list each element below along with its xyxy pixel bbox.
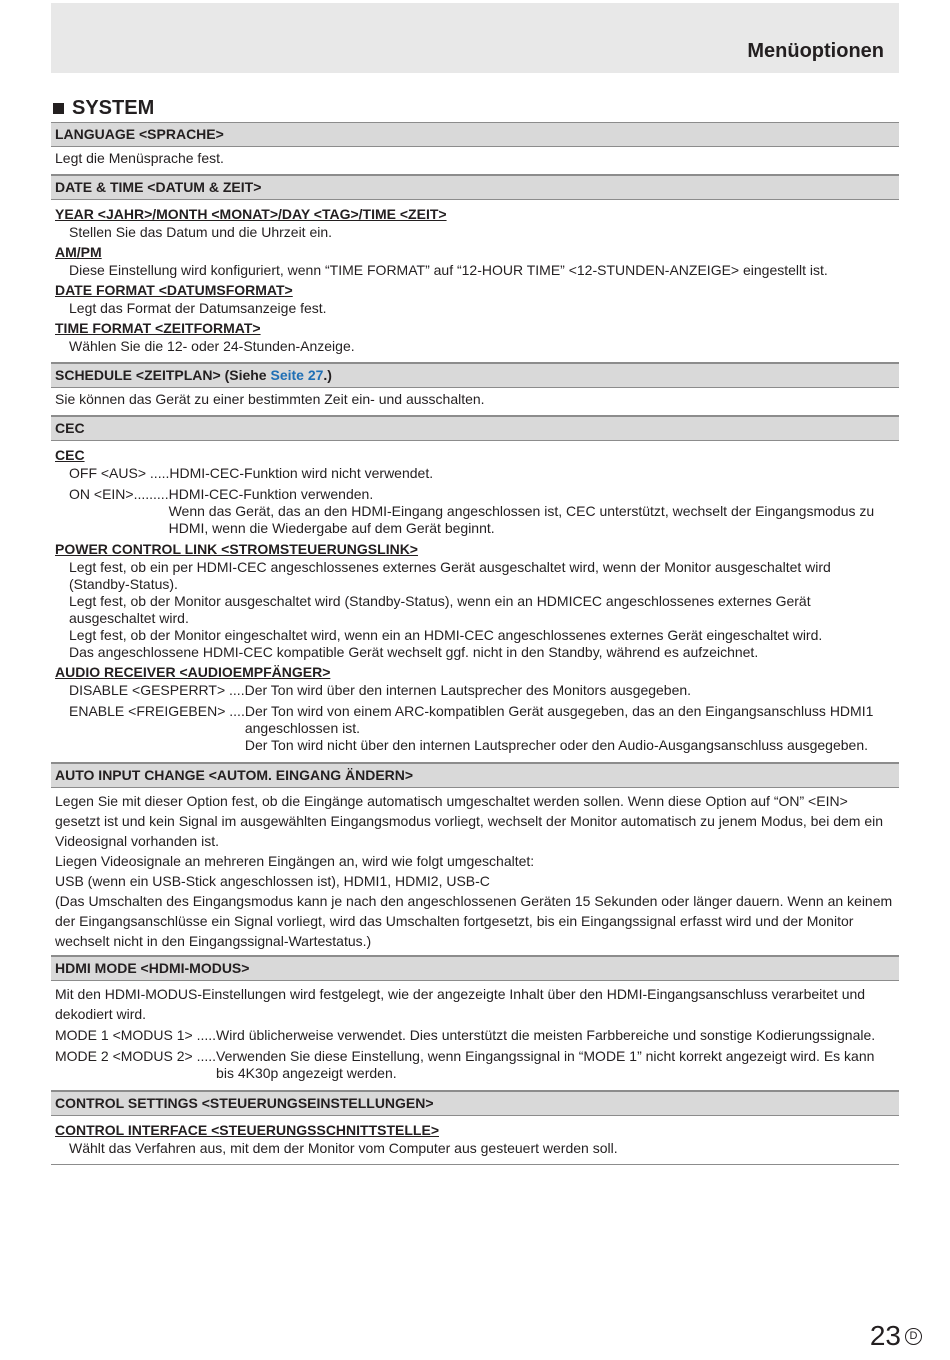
- hdmimode-desc: Mit den HDMI-MODUS-Einstellungen wird festgelegt, wie der angezeigte Inhalt über den HDMI-Eingangsanschluss verarbeitet und dekodiert wird.: [55, 986, 866, 1022]
- datetime-sub-timeformat: TIME FORMAT <ZEITFORMAT>: [55, 320, 261, 336]
- schedule-page-link[interactable]: Seite 27: [270, 367, 324, 383]
- autoinput-header: AUTO INPUT CHANGE <AUTOM. EINGANG ÄNDERN>: [51, 763, 899, 788]
- option-key: ENABLE <FREIGEBEN> ....: [69, 703, 245, 719]
- cec-option-off: [69, 465, 895, 482]
- square-bullet-icon: [53, 103, 64, 114]
- hdmimode-option-2: [55, 1048, 895, 1082]
- datetime-sub-timeformat-desc: Wählen Sie die 12- oder 24-Stunden-Anzeige.: [69, 338, 355, 354]
- option-value: HDMI-CEC-Funktion wird nicht verwendet.: [169, 465, 434, 481]
- autoinput-p2: Liegen Videosignale an mehreren Eingängen an, wird wie folgt umgeschaltet:: [55, 853, 535, 869]
- header-band: [51, 3, 899, 73]
- page-number-text: 23: [869, 1320, 901, 1351]
- datetime-body: [51, 200, 899, 363]
- option-value-line: HDMI-CEC-Funktion verwenden.: [168, 486, 374, 502]
- language-body: [51, 147, 899, 175]
- cec-option-on: [69, 486, 895, 537]
- option-value: [169, 486, 895, 537]
- option-key: ON <EIN>.........: [69, 486, 169, 502]
- option-key: MODE 2 <MODUS 2> .....: [55, 1048, 217, 1064]
- option-key: DISABLE <GESPERRT> ....: [69, 682, 245, 698]
- region-badge: D: [905, 1328, 922, 1345]
- autoinput-body: [51, 788, 899, 956]
- autoinput-p3: USB (wenn ein USB-Stick angeschlossen ist), HDMI1, HDMI2, USB-C: [55, 873, 490, 889]
- pcl-text: [69, 559, 895, 661]
- option-value-line: Der Ton wird nicht über den internen Lautsprecher oder den Audio-Ausgangsanschluss ausgegeben.: [244, 737, 869, 753]
- page-number: [870, 1320, 922, 1352]
- language-header: LANGUAGE <SPRACHE>: [51, 122, 899, 147]
- pcl-line: Legt fest, ob ein per HDMI-CEC angeschlossenes externes Gerät ausgeschaltet wird, wenn der Monitor ausgeschaltet wird (Standby-Status).: [69, 559, 831, 592]
- control-sub-interface-desc: Wählt das Verfahren aus, mit dem der Monitor vom Computer aus gesteuert werden soll.: [69, 1140, 618, 1156]
- section-title: [51, 94, 899, 122]
- cec-sub-power-control-link: POWER CONTROL LINK <STROMSTEUERUNGSLINK>: [55, 541, 418, 557]
- language-desc: Legt die Menüsprache fest.: [55, 150, 224, 166]
- schedule-header-end: .): [323, 367, 332, 383]
- datetime-sub-dateformat: DATE FORMAT <DATUMSFORMAT>: [55, 282, 293, 298]
- option-key: MODE 1 <MODUS 1> .....: [55, 1027, 217, 1043]
- control-sub-interface: CONTROL INTERFACE <STEUERUNGSSCHNITTSTELLE>: [55, 1122, 439, 1138]
- autoinput-p4: (Das Umschalten des Eingangsmodus kann je nach den angeschlossenen Geräten 15 Sekunden oder länger dauern. Wenn an keinem der Eingangsanschlüsse ein Signal vorliegt, wird das Umschalten fortgesetzt, bis ein Eingangssignal erfasst wird und der Monitor wechselt nicht in den Eingangssignal-Wartestatus.): [55, 893, 893, 949]
- hdmimode-body: [51, 981, 899, 1091]
- cec-header: CEC: [51, 416, 899, 441]
- pcl-line: Legt fest, ob der Monitor eingeschaltet wird, wenn ein an HDMI-CEC angeschlossenes externes Gerät eingeschaltet wird.: [69, 627, 823, 643]
- option-value: Der Ton wird über den internen Lautsprecher des Monitors ausgegeben.: [244, 682, 692, 698]
- datetime-sub-ymd-desc: Stellen Sie das Datum und die Uhrzeit ein.: [69, 224, 333, 240]
- autoinput-p1: Legen Sie mit dieser Option fest, ob die Eingänge automatisch umgeschaltet werden sollen. Wenn diese Option auf “ON” <EIN> gesetzt ist und kein Signal im ausgewählten Eingangsmodus vorliegt, wechselt der Monitor automatisch zu jenem Modus, bei dem ein Videosignal vorhanden ist.: [55, 793, 883, 849]
- hdmimode-option-1: [55, 1027, 895, 1044]
- schedule-body: [51, 388, 899, 416]
- option-value: [245, 703, 895, 754]
- datetime-header: DATE & TIME <DATUM & ZEIT>: [51, 175, 899, 200]
- content: [51, 94, 899, 1165]
- schedule-desc: Sie können das Gerät zu einer bestimmten Zeit ein- und ausschalten.: [55, 391, 485, 407]
- hdmimode-header: HDMI MODE <HDMI-MODUS>: [51, 956, 899, 981]
- ar-option-disable: [69, 682, 895, 699]
- control-header: CONTROL SETTINGS <STEUERUNGSEINSTELLUNGEN>: [51, 1091, 899, 1116]
- datetime-sub-ymd: YEAR <JAHR>/MONTH <MONAT>/DAY <TAG>/TIME <ZEIT>: [55, 206, 447, 222]
- option-value-line: Der Ton wird von einem ARC-kompatiblen Gerät ausgegeben, das an den Eingangsanschluss HDMI1 angeschlossen ist.: [244, 703, 874, 736]
- option-value: Verwenden Sie diese Einstellung, wenn Eingangssignal in “MODE 1” nicht korrekt angezeigt wird. Es kann bis 4K30p angezeigt werden.: [216, 1048, 875, 1081]
- schedule-header: [51, 363, 899, 388]
- schedule-header-text: SCHEDULE <ZEITPLAN> (Siehe: [55, 367, 271, 383]
- option-value: Wird üblicherweise verwendet. Dies unterstützt die meisten Farbbereiche und sonstige Kodierungssignale.: [216, 1027, 876, 1043]
- cec-sub-audio-receiver: AUDIO RECEIVER <AUDIOEMPFÄNGER>: [55, 664, 331, 680]
- datetime-sub-ampm: AM/PM: [55, 244, 102, 260]
- ar-option-enable: [69, 703, 895, 754]
- pcl-line: Legt fest, ob der Monitor ausgeschaltet wird (Standby-Status), wenn ein an HDMICEC angeschlossenes externes Gerät ausgeschaltet wird.: [69, 593, 811, 626]
- cec-body: [51, 441, 899, 763]
- datetime-sub-ampm-desc: Diese Einstellung wird konfiguriert, wenn “TIME FORMAT” auf “12-HOUR TIME” <12-STUNDEN-ANZEIGE> eingestellt ist.: [69, 262, 828, 278]
- datetime-sub-dateformat-desc: Legt das Format der Datumsanzeige fest.: [69, 300, 327, 316]
- pcl-line: Das angeschlossene HDMI-CEC kompatible Gerät wechselt ggf. nicht in den Standby, während es aufzeichnet.: [69, 644, 759, 660]
- section-title-text: SYSTEM: [72, 97, 155, 119]
- option-value-line: Wenn das Gerät, das an den HDMI-Eingang angeschlossen ist, CEC unterstützt, wechselt der Eingangsmodus zu HDMI, wenn die Wiedergabe auf dem Gerät beginnt.: [168, 503, 875, 536]
- control-body: [51, 1116, 899, 1165]
- cec-sub-cec: CEC: [55, 447, 85, 463]
- page-title: Menüoptionen: [747, 40, 884, 62]
- option-key: OFF <AUS> .....: [69, 465, 170, 481]
